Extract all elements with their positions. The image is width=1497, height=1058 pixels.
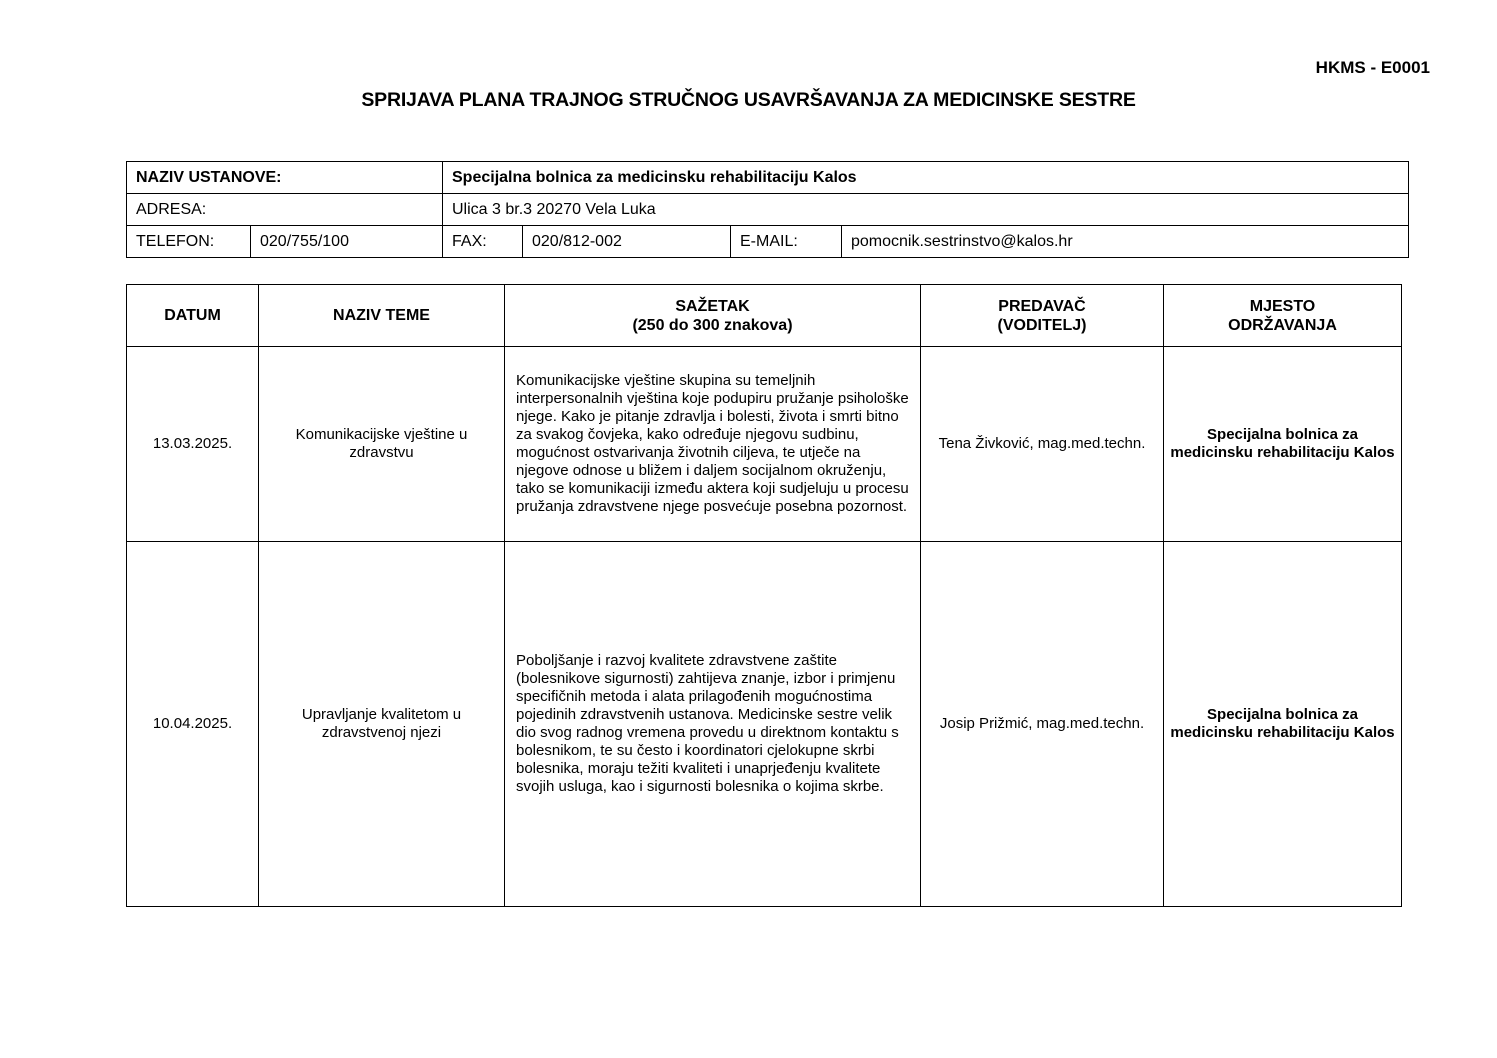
column-header-lecturer-title: PREDAVAČ [998, 297, 1086, 315]
address-label: ADRESA: [127, 194, 443, 226]
education-plan-table [126, 284, 1402, 907]
row-topic: Komunikacijske vještine u zdravstvu [259, 347, 505, 542]
row-place: Specijalna bolnica za medicinsku rehabilitaciju Kalos [1164, 542, 1402, 907]
row-summary: Komunikacijske vještine skupina su temeljnih interpersonalnih vještina koje podupiru pružanje psihološke njege. Kako je pitanje zdravlja i bolesti, života i smrti bitno za svakog čovjeka, kako određuje njegovu sudbinu, mogućnost ostvarivanja životnih ciljeva, te utječe na njegove odnose u bližem i daljem socijalnom okruženju, tako se komunikaciji između aktera koji sudjeluju u procesu pružanja zdravstvene njege posvećuje posebna pozornost. [505, 347, 921, 542]
row-date: 10.04.2025. [127, 542, 259, 907]
column-header-place [1164, 285, 1402, 347]
institution-name-value: Specijalna bolnica za medicinsku rehabilitaciju Kalos [443, 162, 1409, 194]
institution-address-row [127, 194, 1409, 226]
institution-contact-row [127, 226, 1409, 258]
row-summary: Poboljšanje i razvoj kvalitete zdravstvene zaštite (bolesnikove sigurnosti) zahtijeva znanje, izbor i primjenu specifičnih metoda i alata prilagođenih mogućnostima pojedinih zdravstvenih ustanova. Medicinske sestre velik dio svog radnog vremena provedu u direktnom kontaktu s bolesnikom, te su često i koordinatori cjelokupne skrbi bolesnika, moraju težiti kvaliteti i unaprjeđenju kvalitete svojih usluga, kao i sigurnosti bolesnika o kojima skrbe. [505, 542, 921, 907]
email-value: pomocnik.sestrinstvo@kalos.hr [842, 226, 1409, 258]
column-header-lecturer-note: (VODITELJ) [997, 316, 1087, 334]
row-lecturer: Tena Živković, mag.med.techn. [921, 347, 1164, 542]
phone-value: 020/755/100 [251, 226, 443, 258]
column-header-topic: NAZIV TEME [259, 285, 505, 347]
fax-value: 020/812-002 [523, 226, 731, 258]
column-header-place-line2: ODRŽAVANJA [1228, 316, 1337, 334]
email-label: E-MAIL: [731, 226, 842, 258]
column-header-summary-title: SAŽETAK [675, 297, 750, 315]
row-date: 13.03.2025. [127, 347, 259, 542]
column-header-lecturer [921, 285, 1164, 347]
table-row [127, 347, 1402, 542]
row-place: Specijalna bolnica za medicinsku rehabilitaciju Kalos [1164, 347, 1402, 542]
column-header-summary [505, 285, 921, 347]
document-code: HKMS - E0001 [1315, 58, 1430, 77]
institution-table [126, 161, 1409, 258]
address-value: Ulica 3 br.3 20270 Vela Luka [443, 194, 1409, 226]
fax-label: FAX: [443, 226, 523, 258]
table-row [127, 542, 1402, 907]
document-title: SPRIJAVA PLANA TRAJNOG STRUČNOG USAVRŠAVANJA ZA MEDICINSKE SESTRE [361, 89, 1136, 111]
column-header-date: DATUM [127, 285, 259, 347]
column-header-summary-note: (250 do 300 znakova) [632, 316, 793, 334]
plan-header-row [127, 285, 1402, 347]
row-lecturer: Josip Prižmić, mag.med.techn. [921, 542, 1164, 907]
row-topic: Upravljanje kvalitetom u zdravstvenoj njezi [259, 542, 505, 907]
institution-name-row [127, 162, 1409, 194]
institution-name-label: NAZIV USTANOVE: [127, 162, 443, 194]
column-header-place-line1: MJESTO [1249, 297, 1316, 315]
phone-label: TELEFON: [127, 226, 251, 258]
